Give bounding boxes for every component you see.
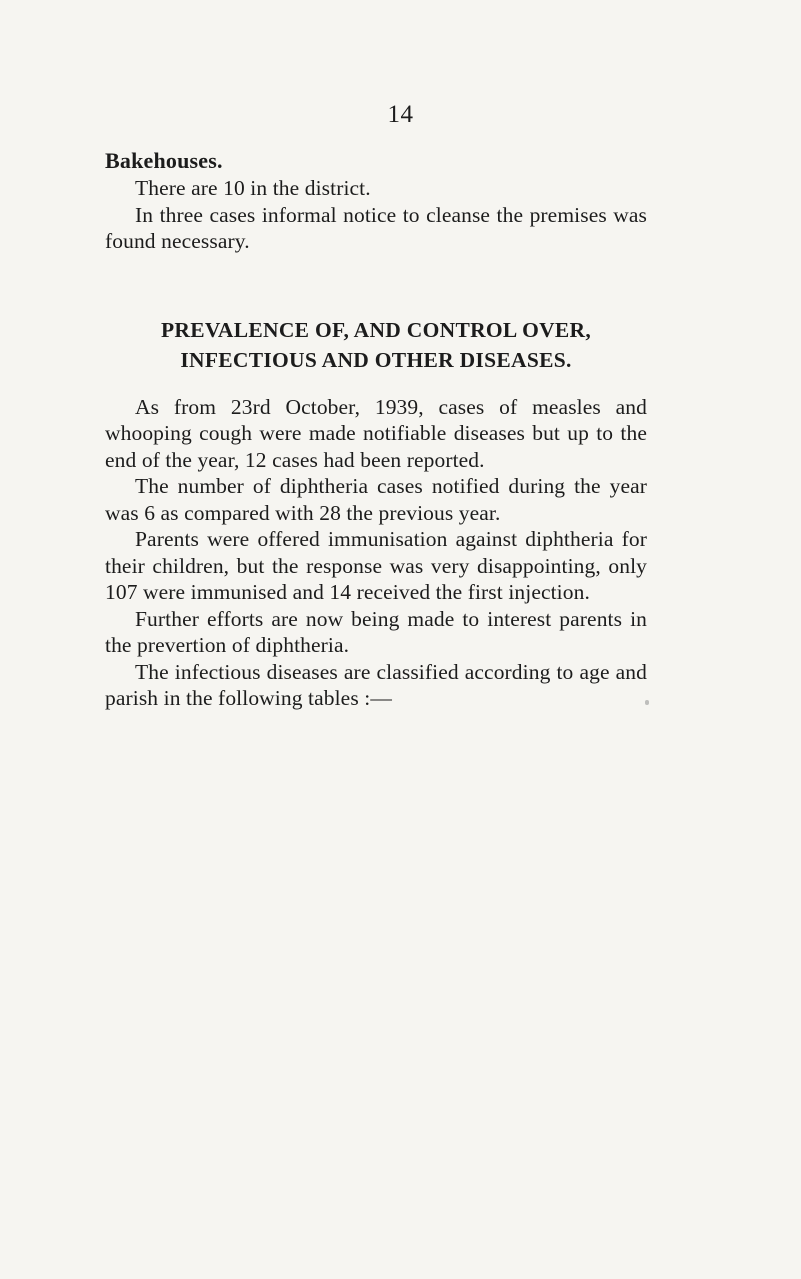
body-paragraph: Parents were offered immunisation against diphtheria for their children, but the response was very disappointing, only 107 were immunised and 14 received the first injection. — [105, 527, 647, 604]
section-title-line: PREVALENCE OF, AND CONTROL OVER, — [160, 317, 592, 342]
section-title-line: INFECTIOUS AND OTHER DISEASES. — [180, 347, 572, 372]
body-paragraph: Further efforts are now being made to interest parents in the prevertion of diphtheria. — [105, 606, 647, 657]
page-body — [105, 146, 647, 712]
bakehouses-paragraph: There are 10 in the district. — [135, 176, 371, 200]
section-title — [105, 315, 647, 375]
bakehouses-heading: Bakehouses. — [105, 148, 223, 173]
infectious-diseases-section — [105, 315, 647, 712]
bakehouses-paragraph: In three cases informal notice to cleanse the premises was found necessary. — [105, 202, 647, 253]
body-paragraph: As from 23rd October, 1939, cases of measles and whooping cough were made notifiable diseases but up to the end of the year, 12 cases had been reported. — [105, 394, 647, 472]
body-paragraph: The number of diphtheria cases notified during the year was 6 as compared with 28 the previous year. — [105, 474, 647, 525]
bakehouses-section — [105, 146, 647, 255]
body-paragraph: The infectious diseases are classified according to age and parish in the following tables :— — [105, 659, 647, 710]
paper-speck — [645, 700, 649, 705]
page-number: 14 — [387, 101, 414, 128]
